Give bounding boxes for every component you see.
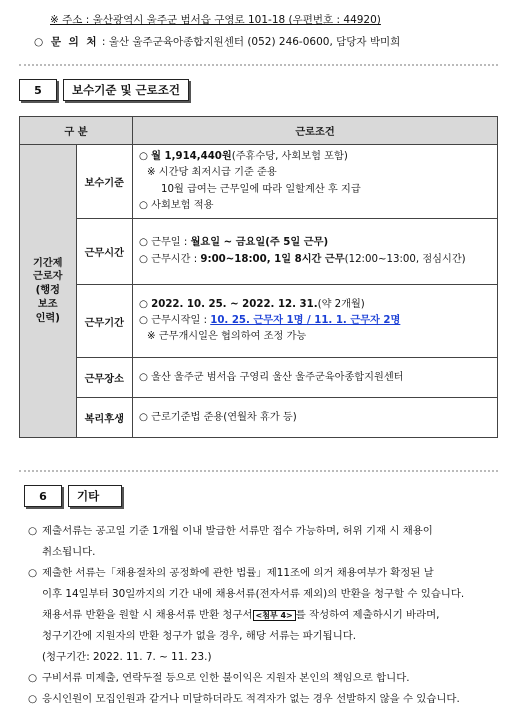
row-label: 근무장소 <box>76 358 133 398</box>
address-line: ※ 주소 : 울산광역시 울주군 범서읍 구영로 101-18 (우편번호 : 44920) <box>50 14 381 26</box>
inquiry-label: ○ 문 의 처 <box>34 36 99 48</box>
header-conditions: 근로조건 <box>133 117 498 145</box>
header-category: 구 분 <box>20 117 133 145</box>
notes-list: ○ 제출서류는 공고일 기준 1개월 이내 발급한 서류만 접수 가능하며, 허위 기재 시 채용이 취소됩니다. ○ 제출한 서류는「채용절차의 공정화에 관한 법률」제11조에 의거 채용여부가 확정된 날 이후 14일부터 30일까지의 기간 내에 채용서류(전자서류 제외)의 반환을 청구할 수 있습니다. 채용서류 반환을 원할 시 채용서류 반환 청구서 <첨부 4> 를 작성하여 제출하시기 바라며, 청구기간에 지원자의 반환 청구가 없을 경우, 해당 서류는 파기됩니다. (청구기간: 2022. 11. 7. ~ 11. 23.) ○ 구비서류 미제출, 연락두절 등으로 인한 불이익은 지원자 본인의 책임으로 합니다. ○ 응시인원이 모집인원과 같거나 미달하더라도 적격자가 없는 경우 선발하지 않을 수 있습니다. <box>28 521 500 710</box>
section-number: 5 <box>19 79 57 101</box>
list-item: ○ 제출한 서류는「채용절차의 공정화에 관한 법률」제11조에 의거 채용여부가 확정된 날 <box>28 567 434 579</box>
list-item: ○ 응시인원이 모집인원과 같거나 미달하더라도 적격자가 없는 경우 선발하지 않을 수 있습니다. <box>28 693 460 705</box>
row-content: ○ 근무일 : 월요일 ~ 금요일(주 5일 근무) ○ 근무시간 : 9:00~18:00, 1일 8시간 근무(12:00~13:00, 점심시간) <box>133 219 498 285</box>
section-title: 기타 <box>68 485 122 507</box>
row-label: 근무시간 <box>76 219 133 285</box>
row-content: ○ 근로기준법 준용(연월차 휴가 등) <box>133 398 498 438</box>
section-number: 6 <box>24 485 62 507</box>
row-label: 복리후생 <box>76 398 133 438</box>
section-divider <box>19 64 498 66</box>
row-content: ○ 월 1,914,440원(주휴수당, 사회보험 포함) ※ 시간당 최저시급 기준 준용 10월 급여는 근무일에 따라 일할계산 후 지급 ○ 사회보험 적용 <box>133 145 498 219</box>
group-label: 기간제 근로자 (행정 보조 인력) <box>20 145 77 438</box>
table-row <box>20 145 498 219</box>
table-row <box>20 285 498 358</box>
table-row <box>20 358 498 398</box>
section-6-header <box>24 485 122 507</box>
section-title: 보수기준 및 근로조건 <box>63 79 189 101</box>
inquiry-text: : 울산 울주군육아종합지원센터 (052) 246-0600, 담당자 박미희 <box>101 36 401 48</box>
list-item: ○ 구비서류 미제출, 연락두절 등으로 인한 불이익은 지원자 본인의 책임으로 합니다. <box>28 672 410 684</box>
section-divider <box>19 470 498 472</box>
table-row <box>20 398 498 438</box>
inquiry-line <box>34 34 400 49</box>
row-content: ○ 울산 울주군 범서읍 구영리 울산 울주군육아종합지원센터 <box>133 358 498 398</box>
list-item: ○ 제출서류는 공고일 기준 1개월 이내 발급한 서류만 접수 가능하며, 허위 기재 시 채용이 <box>28 525 433 537</box>
table-row <box>20 219 498 285</box>
row-label: 보수기준 <box>76 145 133 219</box>
row-content: ○ 2022. 10. 25. ~ 2022. 12. 31.(약 2개월) ○ 근무시작일 : 10. 25. 근무자 1명 / 11. 1. 근무자 2명 ※ 근무개시일은 협의하여 조정 가능 <box>133 285 498 358</box>
work-conditions-table <box>19 116 498 438</box>
row-label: 근무기간 <box>76 285 133 358</box>
start-date-link: 10. 25. 근무자 1명 / 11. 1. 근무자 2명 <box>210 315 401 327</box>
attachment-tag: <첨부 4> <box>253 610 296 621</box>
section-5-header <box>19 79 189 101</box>
table-header-row <box>20 117 498 145</box>
